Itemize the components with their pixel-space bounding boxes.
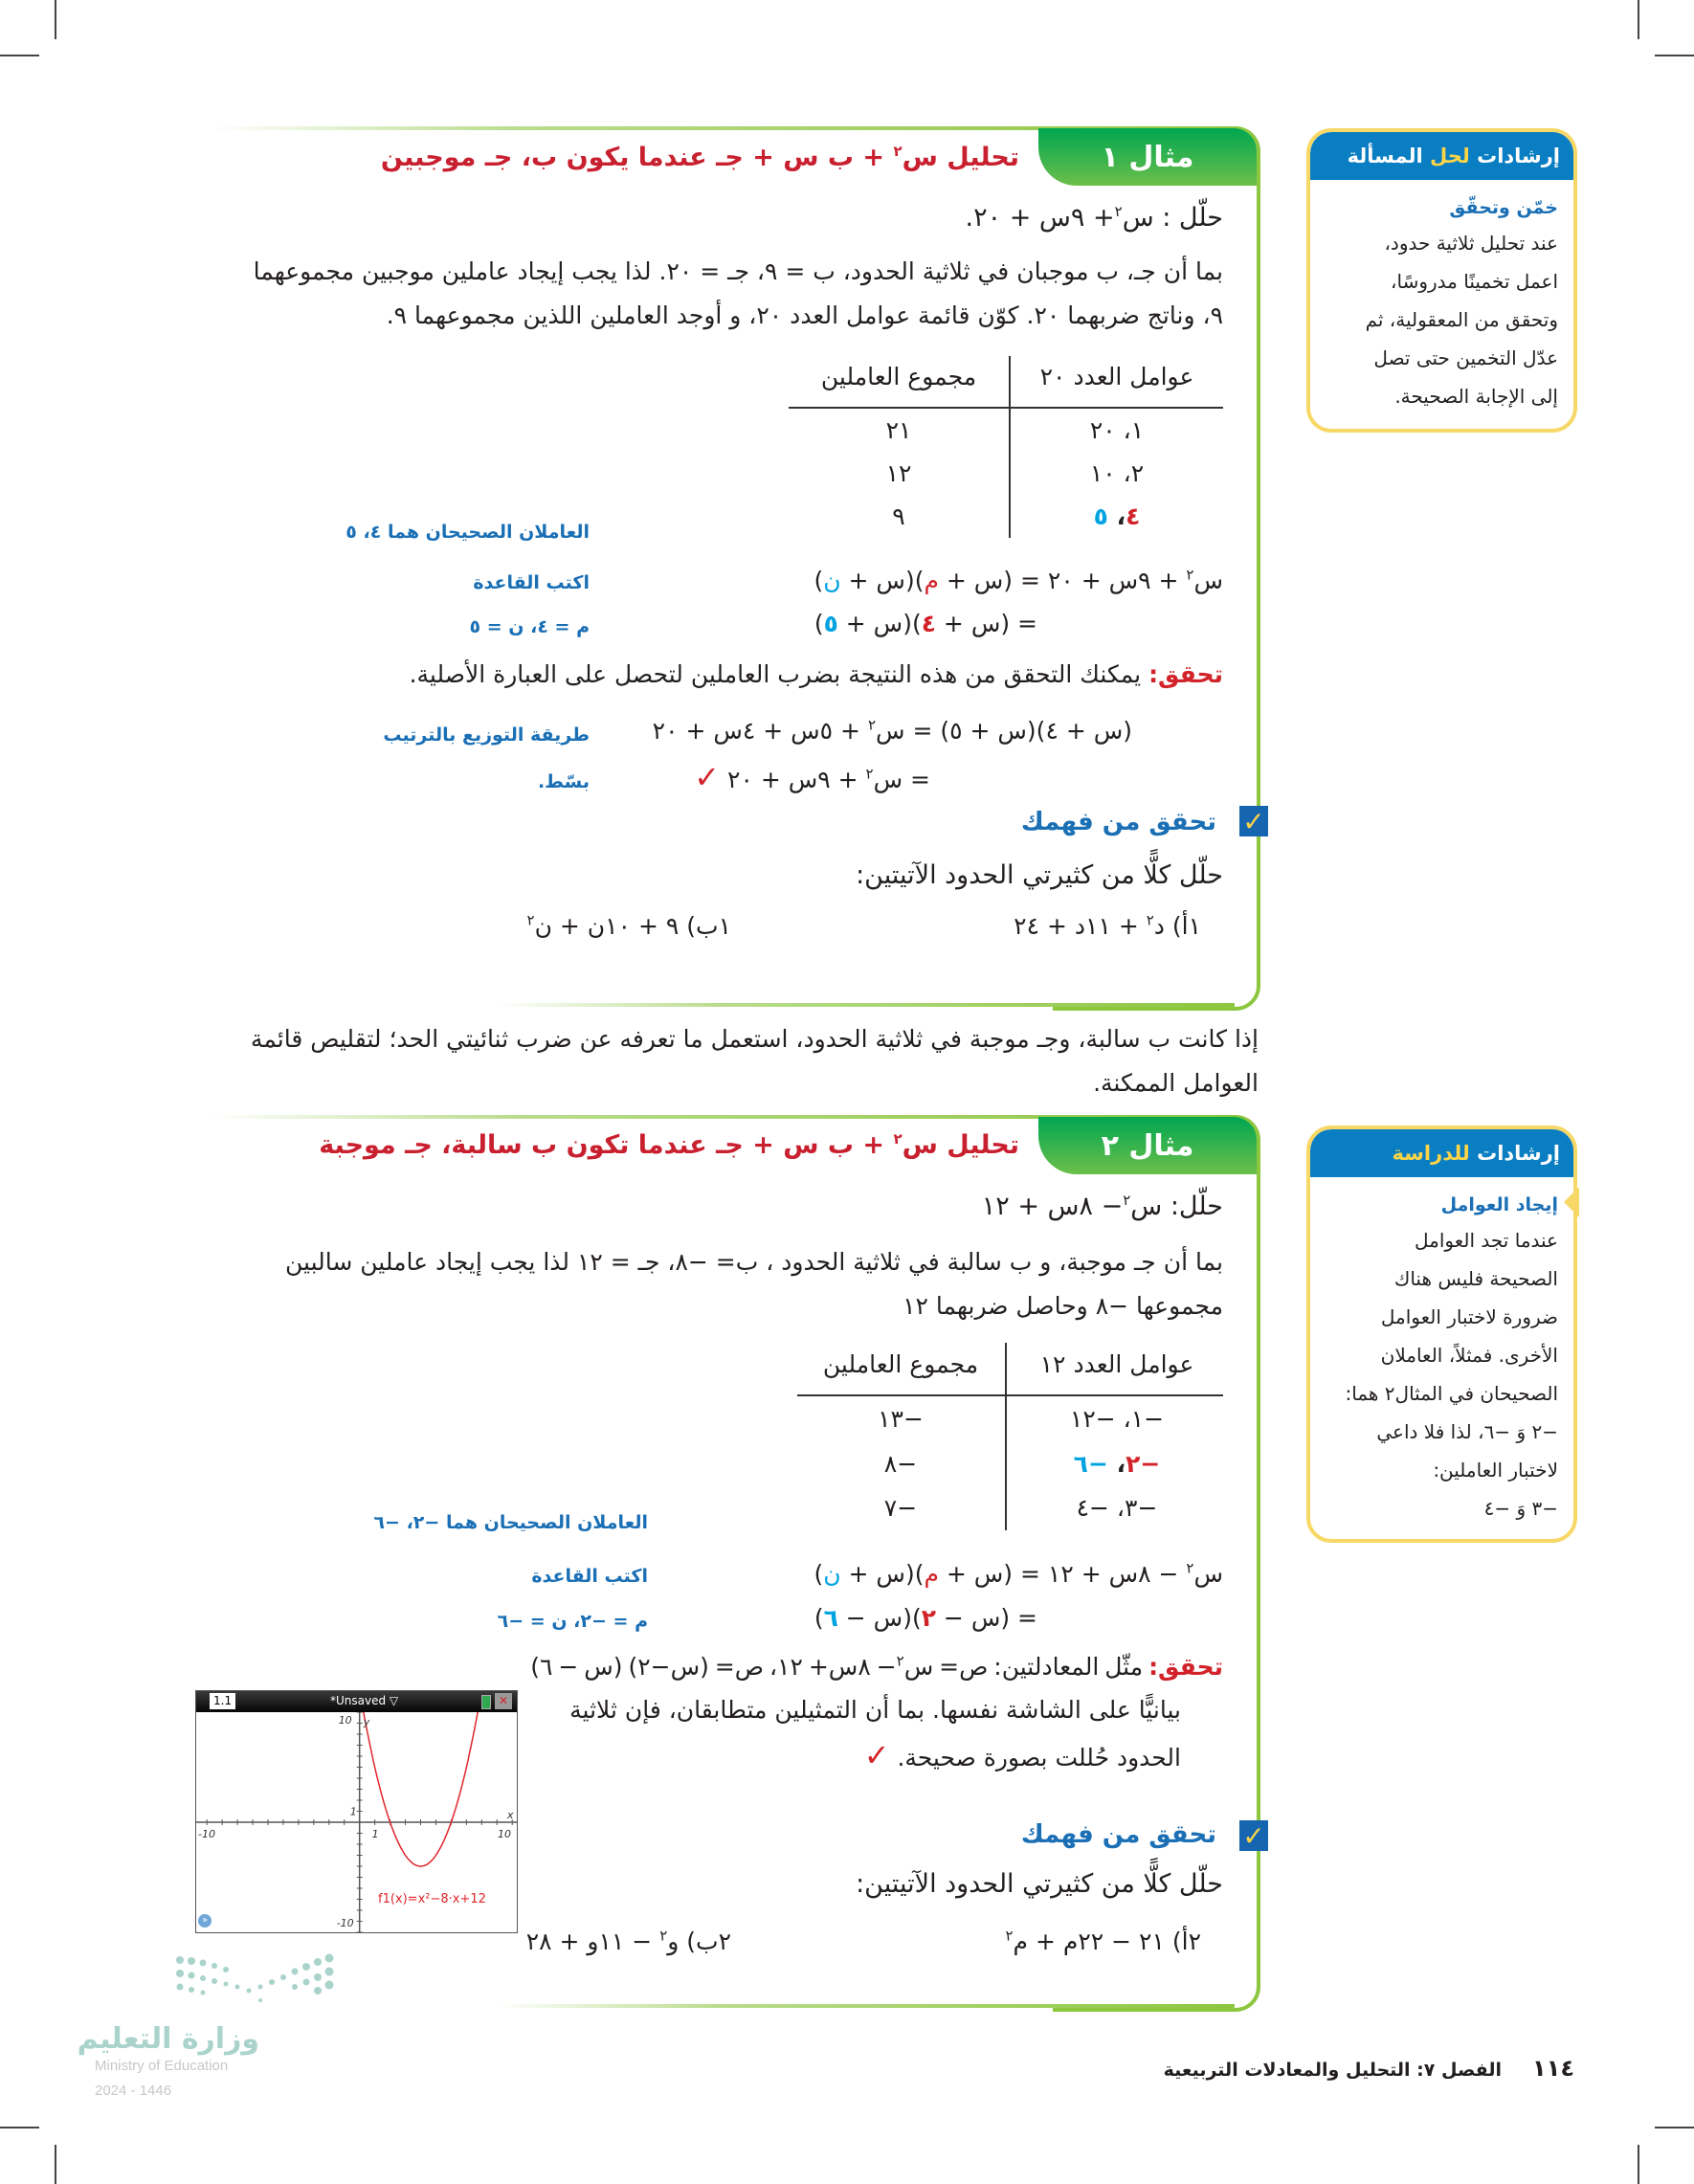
text-fragment: ٦ <box>823 1604 838 1632</box>
table-divider <box>1005 1343 1007 1530</box>
text-fragment: ٢ <box>526 911 535 929</box>
text-fragment: ن <box>823 1560 841 1588</box>
tip-title: لحل <box>1430 145 1470 167</box>
text-fragment: ن <box>823 567 841 594</box>
tip-line: ضرورة لاختبار العوامل <box>1380 1305 1558 1328</box>
margin-note: م = ٤، ن = ٥ <box>469 616 590 637</box>
page-tab[interactable]: 1.1 <box>210 1693 235 1709</box>
check-understanding-heading: تحقق من فهمك <box>1020 808 1216 836</box>
equation-line <box>814 1599 1037 1638</box>
tip-subtitle: خمّن وتحقّق <box>1449 197 1558 218</box>
tip-line: الأخرى. فمثلاً، العاملان <box>1380 1344 1558 1367</box>
checkmark-icon: ✓ <box>863 1737 890 1773</box>
text-fragment: + ب س + جـ عندما يكون ب، جـ موجبين <box>380 143 894 172</box>
text-fragment: تحقق: <box>1148 660 1223 688</box>
text-fragment: ٢ <box>1005 1927 1014 1945</box>
text-fragment: = س <box>873 766 930 793</box>
tip-line: عدّل التخمين حتى تصل <box>1373 346 1558 369</box>
text-fragment: ٢ <box>896 1652 904 1670</box>
text-fragment: ٢ <box>1186 1559 1194 1577</box>
text-fragment: مثّل المعادلتين: ص= س <box>903 1653 1149 1681</box>
text-fragment: ، <box>1107 1450 1126 1478</box>
x-axis-label: x <box>507 1809 514 1821</box>
tip-line: إلى الإجابة الصحيحة. <box>1394 385 1558 408</box>
tick-label-ymax: 10 <box>338 1714 352 1727</box>
text-fragment: = (س − <box>935 1604 1037 1632</box>
text-fragment: ٢ب) و <box>667 1928 731 1955</box>
crop-mark <box>0 2127 39 2128</box>
text-fragment: + ٥س + ٤س + ٢٠ <box>652 717 868 745</box>
tip-title: المسألة <box>1347 145 1423 167</box>
tip-line: لاختبار العاملين: <box>1433 1459 1558 1482</box>
text-fragment: ٥ <box>1093 502 1108 530</box>
table-cell: ١٢ <box>885 459 912 487</box>
ministry-name-arabic: وزارة التعليم <box>77 2022 259 2056</box>
text-fragment: م <box>924 1560 939 1588</box>
text-fragment: − ١١و + ٢٨ <box>525 1928 660 1955</box>
check-line <box>530 1648 1223 1686</box>
crop-mark <box>55 0 56 39</box>
factor-prompt <box>966 199 1223 237</box>
table-cell: −٨ <box>883 1450 918 1478</box>
crop-mark <box>55 2145 56 2184</box>
text-fragment: ) <box>814 1560 824 1588</box>
tip-box-header <box>1310 1129 1573 1177</box>
paragraph-line: بما أن جـ، ب موجبان في ثلاثية الحدود، ب = ٩، جـ = ٢٠. لذا يجب إيجاد عاملين موجبين مجموعهما <box>253 257 1223 285</box>
table-cell: ٢١ <box>885 416 912 444</box>
example-title <box>381 139 1019 177</box>
factor-prompt <box>982 1188 1223 1226</box>
exercise-2a <box>1005 1923 1201 1961</box>
ministry-logo-dots <box>174 1952 342 2010</box>
margin-note: العاملان الصحيحان هما ٤، ٥ <box>345 522 590 543</box>
margin-note: اكتب القاعدة <box>531 1566 648 1587</box>
checkbox-icon: ✓ <box>1239 806 1268 836</box>
tip-line: −٣ وَ −٤ <box>1483 1497 1558 1520</box>
table-divider <box>789 407 1223 409</box>
equation-line <box>814 605 1037 643</box>
table-header: مجموع العاملين <box>820 363 977 390</box>
text-fragment: −٢ <box>1126 1450 1161 1478</box>
tip-box-header <box>1310 132 1573 180</box>
text-fragment: )(س + <box>840 567 925 594</box>
text-fragment: تحليل س <box>902 1130 1019 1160</box>
text-fragment: = (س + <box>935 610 1037 637</box>
text-fragment: ٢أ) ٢١ − ٢٢م + م <box>1013 1928 1201 1955</box>
battery-icon <box>481 1695 491 1709</box>
text-fragment: ٢ <box>893 1130 903 1148</box>
graphing-calculator-screen <box>195 1690 518 1933</box>
close-icon[interactable]: ✕ <box>495 1693 512 1709</box>
text-fragment: ٢ <box>867 716 876 734</box>
tip-line: عندما تجد العوامل <box>1414 1229 1558 1252</box>
table-cell: ١، ٢٠ <box>1089 416 1145 444</box>
tip-line: الصحيحة فليس هناك <box>1393 1267 1558 1290</box>
table-cell: ٩ <box>892 502 905 530</box>
text-fragment: )(س − <box>837 1604 922 1632</box>
example-bottom-rule <box>498 1003 1235 1007</box>
text-fragment: ) <box>814 1604 824 1632</box>
tick-label-x1: 1 <box>371 1828 379 1840</box>
crop-mark <box>1638 0 1639 39</box>
text-fragment: + ٩س + ٢٠ <box>720 766 866 793</box>
tip-line: الصحيحان في المثال٢ هما: <box>1345 1382 1558 1405</box>
text-fragment: ٢ <box>1186 566 1194 584</box>
intro-paragraph-line: إذا كانت ب سالبة، وجـ موجبة في ثلاثية الحدود، استعمل ما تعرفه عن ضرب ثنائيتي الحد؛ لتقليص قائمة <box>250 1025 1259 1053</box>
text-fragment: س <box>1193 567 1223 594</box>
tick-label-xmax: 10 <box>498 1828 511 1840</box>
check-understanding-heading: تحقق من فهمك <box>1020 1820 1216 1849</box>
tip-title: للدراسة <box>1392 1142 1470 1165</box>
tick-label-xmin: -10 <box>198 1828 215 1840</box>
text-fragment: يمكنك التحقق من هذه النتيجة بضرب العاملين لتحصل على العبارة الأصلية. <box>409 660 1149 688</box>
text-fragment: )(س + <box>840 1560 925 1588</box>
text-fragment: ٢ <box>1114 203 1123 220</box>
text-fragment: س <box>1193 1560 1223 1588</box>
check-line <box>410 656 1223 694</box>
crop-mark <box>1655 55 1694 56</box>
table-cell <box>1074 1445 1161 1483</box>
text-fragment: ٢ <box>893 143 903 160</box>
table-cell: −٣، −٤ <box>1076 1494 1158 1522</box>
text-fragment: ٤ <box>1126 502 1141 530</box>
example-title <box>319 1126 1019 1165</box>
crop-mark <box>1638 2145 1639 2184</box>
tip-subtitle: إيجاد العوامل <box>1440 1194 1558 1215</box>
function-label: f1(x)=x²−8·x+12 <box>378 1892 486 1906</box>
table-divider <box>797 1394 1223 1396</box>
tick-label-y1: 1 <box>349 1805 357 1818</box>
page-number: ١١٤ <box>1532 2055 1574 2082</box>
text-fragment: − ٨س + ١٢ <box>981 1192 1124 1221</box>
text-fragment: تحليل س <box>902 143 1019 172</box>
text-fragment: ٢ <box>659 1927 668 1945</box>
crop-mark <box>1655 2127 1694 2128</box>
text-fragment: ١ب) ٩ + ١٠ن + ن <box>534 912 731 940</box>
parabola-curve <box>362 1712 479 1866</box>
text-fragment: ٤ <box>921 610 936 637</box>
paragraph-line: بما أن جـ موجبة، و ب سالبة في ثلاثية الحدود ، ب= −٨، جـ = ١٢ لذا يجب إيجاد عاملين سالبين <box>285 1248 1223 1276</box>
chapter-title: الفصل ٧: التحليل والمعادلات التربيعية <box>1163 2060 1502 2081</box>
text-fragment: ٢ <box>1146 911 1154 929</box>
equation-line <box>694 758 930 799</box>
text-fragment: ) <box>814 610 824 637</box>
exercise-1b <box>527 907 731 946</box>
table-header: عوامل العدد ٢٠ <box>1039 363 1194 390</box>
text-fragment: ١أ) د <box>1153 912 1201 940</box>
tip-line: عند تحليل ثلاثية حدود، <box>1384 232 1558 255</box>
calculator-toolbar <box>196 1691 517 1712</box>
document-title[interactable]: *Unsaved ▽ <box>330 1694 399 1707</box>
exercise-2b <box>526 1923 731 1961</box>
text-fragment: ٢ <box>1123 1192 1131 1209</box>
text-fragment: )(س + <box>837 610 922 637</box>
text-fragment: −٦ <box>1073 1450 1108 1478</box>
tip-line: اعمل تخمينًا مدروسًا، <box>1391 270 1558 293</box>
check-line <box>864 1736 1181 1777</box>
text-fragment: (س + ٤)(س + ٥) = س <box>876 717 1132 745</box>
table-cell: ٢، ١٠ <box>1089 459 1145 487</box>
exercise-instruction: حلّل كلًّا من كثيرتي الحدود الآتيتين: <box>856 860 1223 890</box>
problem-solving-tip-box <box>1306 128 1577 433</box>
text-fragment: الحدود حُللت بصورة صحيحة. <box>889 1744 1181 1772</box>
intro-paragraph-line: العوامل الممكنة. <box>1093 1069 1259 1097</box>
margin-note: طريقة التوزيع بالترتيب <box>383 724 590 746</box>
text-fragment: حلّل: س <box>1130 1192 1223 1221</box>
margin-note: م = −٢، ن = −٦ <box>497 1611 648 1632</box>
checkmark-icon: ✓ <box>694 759 721 795</box>
text-fragment: حلّل : س <box>1122 203 1223 233</box>
margin-note: بسّط. <box>537 771 590 792</box>
tip-line: وتحقق من المعقولية، ثم <box>1365 308 1558 331</box>
text-fragment: + ١١د + ٢٤ <box>1014 912 1147 940</box>
tip-line: −٢ وَ −٦، لذا فلا داعي <box>1376 1420 1558 1443</box>
exercise-1a <box>1014 907 1201 946</box>
text-fragment: م <box>924 567 939 594</box>
table-header: عوامل العدد ١٢ <box>1039 1350 1194 1378</box>
table-divider <box>1009 356 1011 538</box>
pointer-triangle <box>1564 1187 1579 1217</box>
expand-icon[interactable]: » <box>198 1914 212 1928</box>
example-bottom-rule <box>498 2004 1235 2008</box>
example-tab: مثال ١ <box>1038 128 1257 186</box>
text-fragment: − ٨س + ١٢ = (س + <box>938 1560 1187 1588</box>
text-fragment: + ٩س + ٢٠. <box>965 203 1115 233</box>
tick-label-ymin: -10 <box>336 1917 354 1929</box>
exercise-instruction: حلّل كلًّا من كثيرتي الحدود الآتيتين: <box>856 1869 1223 1899</box>
text-fragment: ، <box>1107 502 1126 530</box>
margin-note: اكتب القاعدة <box>473 572 590 593</box>
tip-title: إرشادات <box>1477 145 1560 167</box>
table-cell: −١، −١٢ <box>1069 1405 1165 1433</box>
tip-title: إرشادات <box>1477 1142 1560 1165</box>
y-axis-label: y <box>363 1716 370 1728</box>
table-cell <box>1094 498 1141 536</box>
paragraph-line: مجموعها −٨ وحاصل ضربهما ١٢ <box>903 1292 1223 1320</box>
equation-line <box>653 712 1132 750</box>
margin-note: العاملان الصحيحان هما −٢، −٦ <box>373 1512 648 1533</box>
check-line: بيانيًّا على الشاشة نفسها. بما أن التمثيلين متطابقان، فإن ثلاثية <box>569 1696 1181 1724</box>
table-cell: −٧ <box>883 1494 918 1522</box>
text-fragment: ٥ <box>823 610 838 637</box>
text-fragment: + ٩س + ٢٠ = (س + <box>938 567 1187 594</box>
text-fragment: تحقق: <box>1148 1653 1223 1681</box>
equation-line <box>814 1555 1223 1593</box>
text-fragment: + ب س + جـ عندما تكون ب سالبة، جـ موجبة <box>319 1130 894 1160</box>
text-fragment: ٢ <box>865 765 874 783</box>
text-fragment: ) <box>814 567 824 594</box>
equation-line <box>814 562 1223 600</box>
ministry-name-english: Ministry of Education <box>95 2058 229 2074</box>
paragraph-line: ٩، وناتج ضربهما ٢٠. كوّن قائمة عوامل العدد ٢٠، و أوجد العاملين اللذين مجموعهما ٩. <box>386 301 1223 329</box>
table-cell: −١٣ <box>878 1405 924 1433</box>
example-tab: مثال ٢ <box>1038 1117 1257 1174</box>
ministry-years: 2024 - 1446 <box>95 2083 172 2099</box>
checkbox-icon: ✓ <box>1239 1820 1268 1851</box>
table-header: مجموع العاملين <box>822 1350 979 1378</box>
study-tip-box <box>1306 1125 1577 1543</box>
text-fragment: ٢ <box>921 1604 936 1632</box>
text-fragment: − ٨س+ ١٢، ص= (س−٢) (س − ٦) <box>530 1653 897 1681</box>
crop-mark <box>0 55 39 56</box>
